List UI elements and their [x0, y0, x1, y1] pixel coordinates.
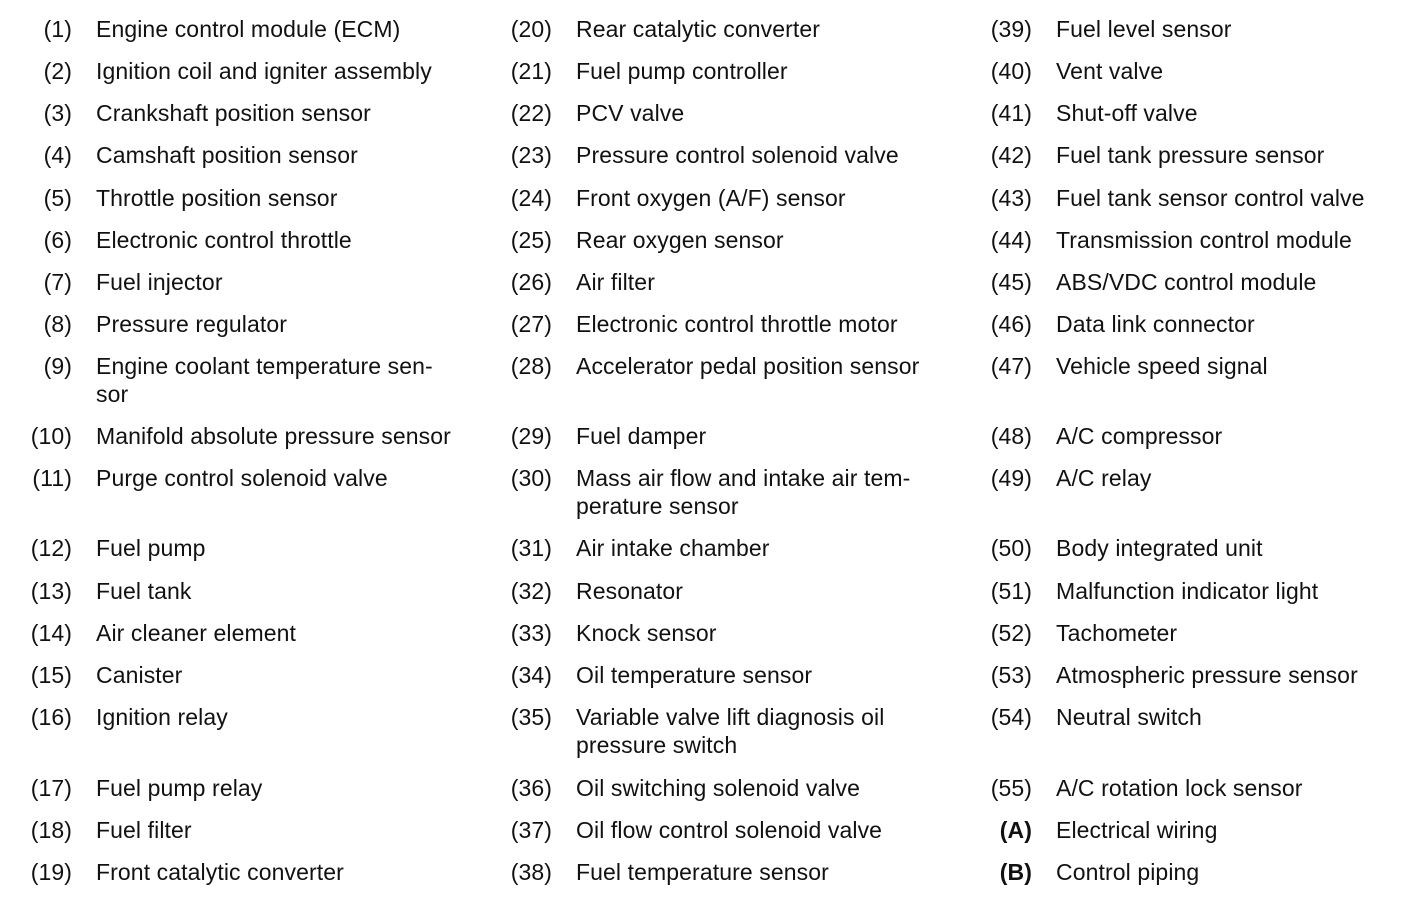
item-label: Variable valve lift diagnosis oil pressure switch [576, 704, 885, 758]
item-label: Oil temperature sensor [576, 662, 813, 688]
item-number: (48) [990, 423, 1032, 449]
item-number: (3) [43, 100, 72, 126]
item-number: (37) [510, 817, 552, 843]
item-label: Pressure control solenoid valve [576, 142, 899, 168]
item-number: (4) [43, 142, 72, 168]
item-number: (12) [30, 535, 72, 561]
item-label: Oil flow control solenoid valve [576, 817, 883, 843]
item-number: (6) [43, 227, 72, 253]
item-label: Neutral switch [1056, 704, 1202, 730]
item-number: (53) [990, 662, 1032, 688]
item-number: (42) [990, 142, 1032, 168]
item-label: Mass air flow and intake air tem- perature sensor [576, 465, 911, 519]
item-number: (9) [43, 353, 72, 379]
item-label: Tachometer [1056, 620, 1178, 646]
item-number: (14) [30, 620, 72, 646]
item-label: Control piping [1056, 859, 1200, 885]
item-label: Manifold absolute pressure sensor [96, 423, 451, 449]
item-label: Purge control solenoid valve [96, 465, 388, 491]
item-label: PCV valve [576, 100, 685, 126]
item-label: Body integrated unit [1056, 535, 1263, 561]
item-letter: (A) [999, 817, 1032, 843]
item-label: Fuel temperature sensor [576, 859, 829, 885]
item-number: (49) [990, 465, 1032, 491]
item-label: Rear oxygen sensor [576, 227, 784, 253]
item-number: (19) [30, 859, 72, 885]
item-label: Atmospheric pressure sensor [1056, 662, 1358, 688]
item-number: (38) [510, 859, 552, 885]
item-label: ABS/VDC control module [1056, 269, 1317, 295]
item-label: Electronic control throttle [96, 227, 352, 253]
item-label: Ignition relay [96, 704, 228, 730]
item-label: Camshaft position sensor [96, 142, 358, 168]
item-number: (47) [990, 353, 1032, 379]
item-number: (18) [30, 817, 72, 843]
item-label: Data link connector [1056, 311, 1255, 337]
item-label: Accelerator pedal position sensor [576, 353, 920, 379]
item-label: Fuel level sensor [1056, 16, 1232, 42]
item-label: A/C rotation lock sensor [1056, 775, 1303, 801]
item-number: (54) [990, 704, 1032, 730]
item-number: (46) [990, 311, 1032, 337]
item-number: (28) [510, 353, 552, 379]
item-label: Fuel damper [576, 423, 707, 449]
item-number: (41) [990, 100, 1032, 126]
item-number: (16) [30, 704, 72, 730]
item-number: (15) [30, 662, 72, 688]
item-label: A/C relay [1056, 465, 1152, 491]
item-letter: (B) [999, 859, 1032, 885]
item-number: (43) [990, 185, 1032, 211]
item-label: Front oxygen (A/F) sensor [576, 185, 846, 211]
item-label: Transmission control module [1056, 227, 1352, 253]
item-label: Vehicle speed signal [1056, 353, 1268, 379]
item-number: (23) [510, 142, 552, 168]
item-label: Fuel pump controller [576, 58, 788, 84]
item-label: Fuel tank pressure sensor [1056, 142, 1325, 168]
item-label: Fuel pump relay [96, 775, 263, 801]
item-number: (33) [510, 620, 552, 646]
item-number: (25) [510, 227, 552, 253]
item-number: (5) [43, 185, 72, 211]
item-number: (44) [990, 227, 1032, 253]
item-label: Resonator [576, 578, 684, 604]
item-number: (24) [510, 185, 552, 211]
item-number: (2) [43, 58, 72, 84]
item-number: (8) [43, 311, 72, 337]
item-label: Engine control module (ECM) [96, 16, 401, 42]
item-number: (22) [510, 100, 552, 126]
item-number: (29) [510, 423, 552, 449]
item-number: (51) [990, 578, 1032, 604]
item-label: Electronic control throttle motor [576, 311, 898, 337]
item-label: Oil switching solenoid valve [576, 775, 861, 801]
item-label: A/C compressor [1056, 423, 1223, 449]
item-number: (27) [510, 311, 552, 337]
item-label: Front catalytic converter [96, 859, 344, 885]
item-number: (50) [990, 535, 1032, 561]
item-number: (31) [510, 535, 552, 561]
item-label: Ignition coil and igniter assembly [96, 58, 432, 84]
item-label: Pressure regulator [96, 311, 287, 337]
item-label: Malfunction indicator light [1056, 578, 1319, 604]
item-number: (11) [32, 465, 72, 491]
item-number: (21) [510, 58, 552, 84]
item-number: (17) [30, 775, 72, 801]
item-number: (30) [510, 465, 552, 491]
item-label: Rear catalytic converter [576, 16, 820, 42]
item-number: (13) [30, 578, 72, 604]
item-label: Air filter [576, 269, 655, 295]
item-label: Engine coolant temperature sen- sor [96, 353, 433, 407]
item-label: Vent valve [1056, 58, 1164, 84]
item-number: (26) [510, 269, 552, 295]
item-number: (40) [990, 58, 1032, 84]
item-number: (7) [43, 269, 72, 295]
item-label: Knock sensor [576, 620, 717, 646]
item-label: Shut-off valve [1056, 100, 1198, 126]
item-number: (39) [990, 16, 1032, 42]
item-number: (34) [510, 662, 552, 688]
item-label: Air cleaner element [96, 620, 297, 646]
item-label: Fuel tank [96, 578, 192, 604]
item-number: (36) [510, 775, 552, 801]
item-label: Electrical wiring [1056, 817, 1218, 843]
item-label: Canister [96, 662, 183, 688]
item-label: Fuel filter [96, 817, 192, 843]
item-number: (35) [510, 704, 552, 730]
item-number: (20) [510, 16, 552, 42]
item-label: Crankshaft position sensor [96, 100, 371, 126]
item-label: Fuel tank sensor control valve [1056, 185, 1365, 211]
item-number: (52) [990, 620, 1032, 646]
item-label: Throttle position sensor [96, 185, 338, 211]
item-number: (55) [990, 775, 1032, 801]
item-label: Air intake chamber [576, 535, 770, 561]
item-number: (45) [990, 269, 1032, 295]
item-number: (1) [43, 16, 72, 42]
item-number: (10) [30, 423, 72, 449]
item-number: (32) [510, 578, 552, 604]
item-label: Fuel injector [96, 269, 223, 295]
item-label: Fuel pump [96, 535, 206, 561]
